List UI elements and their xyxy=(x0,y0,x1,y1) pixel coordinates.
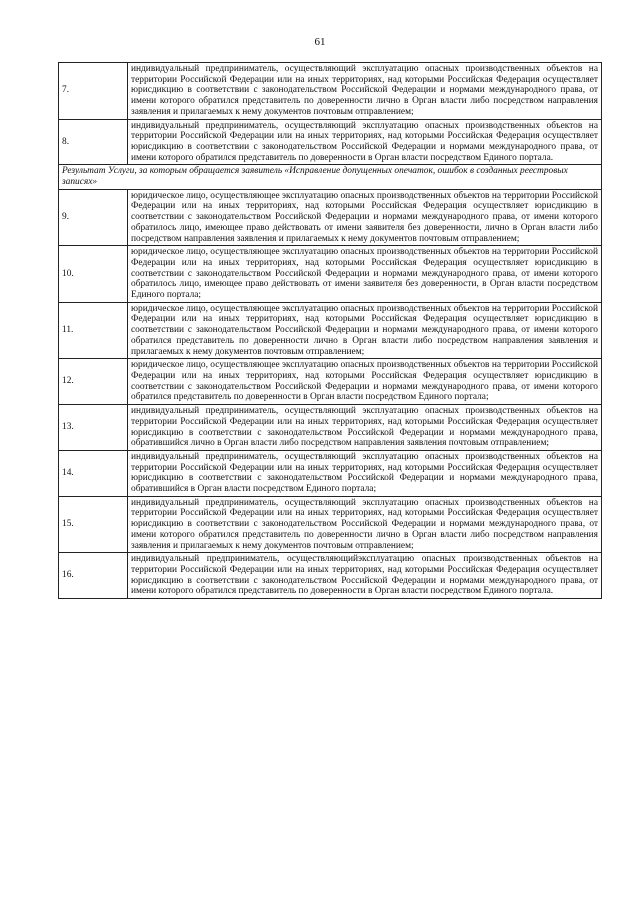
row-number: 8. xyxy=(59,119,128,165)
table-row xyxy=(59,450,602,496)
page-number: 61 xyxy=(314,36,326,48)
table-row xyxy=(59,246,602,303)
table-row xyxy=(59,553,602,599)
row-number: 12. xyxy=(59,359,128,405)
row-number: 10. xyxy=(59,246,128,303)
row-text: индивидуальный предприниматель, осуществляющий эксплуатацию опасных производственных объектов на территории Российской Федерации или на иных территориях, над которыми Российская Федерация осуществляет юрисдикцию в соответствии с законодательством Российской Федерации и нормами международного права, обратившийся в Орган власти посредством Единого портала; xyxy=(128,450,602,496)
row-number: 9. xyxy=(59,189,128,246)
table-row xyxy=(59,405,602,451)
row-number: 15. xyxy=(59,496,128,553)
row-text: индивидуальный предприниматель, осуществляющий эксплуатацию опасных производственных объектов на территории Российской Федерации или на иных территориях, над которыми Российская Федерация осуществляет юрисдикцию в соответствии с законодательством Российской Федерации и нормами международного права, от имени которого обратился представитель по доверенности в Орган власти посредством Единого портала. xyxy=(128,119,602,165)
row-number: 11. xyxy=(59,302,128,359)
table-row xyxy=(59,63,602,120)
table-row xyxy=(59,359,602,405)
table-row xyxy=(59,496,602,553)
row-text: индивидуальный предприниматель, осуществляющийэксплуатацию опасных производственных объектов на территории Российской Федерации или на иных территориях, над которыми Российская Федерация осуществляет юрисдикцию в соответствии с законодательством Российской Федерации и нормами международного права, от имени которого обратился представитель по доверенности в Орган власти посредством Единого портала. xyxy=(128,553,602,599)
table-row xyxy=(59,302,602,359)
row-text: индивидуальный предприниматель, осуществляющий эксплуатацию опасных производственных объектов на территории Российской Федерации или на иных территориях, над которыми Российская Федерация осуществляет юрисдикцию в соответствии с законодательством Российской Федерации и нормами международного права, от имени которого обратился представитель по доверенности лично в Орган власти либо посредством направления заявления и прилагаемых к нему документов почтовым отправлением; xyxy=(128,63,602,120)
section-header: Результат Услуги, за которым обращается заявитель «Исправление допущенных опечаток, ошибок в созданных реестровых записях» xyxy=(59,165,602,189)
row-number: 13. xyxy=(59,405,128,451)
row-text: индивидуальный предприниматель, осуществляющий эксплуатацию опасных производственных объектов на территории Российской Федерации или на иных территориях, над которыми Российская Федерация осуществляет юрисдикцию в соответствии с законодательством Российской Федерации и нормами международного права, обратившийся лично в Орган власти либо посредством направления заявления почтовым отправлением; xyxy=(128,405,602,451)
row-text: юридическое лицо, осуществляющее эксплуатацию опасных производственных объектов на территории Российской Федерации или на иных территориях, над которыми Российская Федерация осуществляет юрисдикцию в соответствии с законодательством Российской Федерации и нормами международного права, от имени которого обратилось лицо, имеющее право действовать от имени заявителя без доверенности, в Орган власти посредством Единого портала; xyxy=(128,246,602,303)
row-text: юридическое лицо, осуществляющее эксплуатацию опасных производственных объектов на территории Российской Федерации или на иных территориях, над которыми Российская Федерация осуществляет юрисдикцию в соответствии с законодательством Российской Федерации и нормами международного права, от имени которого обратился представитель по доверенности лично в Орган власти либо посредством направления заявления и прилагаемых к нему документов почтовым отправлением; xyxy=(128,302,602,359)
row-number: 16. xyxy=(59,553,128,599)
row-text: юридическое лицо, осуществляющее эксплуатацию опасных производственных объектов на территории Российской Федерации или на иных территориях, над которыми Российская Федерация осуществляет юрисдикцию в соответствии с законодательством Российской Федерации и нормами международного права, от имени которого обратился представитель по доверенности в Орган власти посредством Единого портала; xyxy=(128,359,602,405)
section-header-row xyxy=(59,165,602,189)
row-text: индивидуальный предприниматель, осуществляющий эксплуатацию опасных производственных объектов на территории Российской Федерации или на иных территориях, над которыми Российская Федерация осуществляет юрисдикцию в соответствии с законодательством Российской Федерации и нормами международного права, от имени которого обратился представитель по доверенности лично в Орган власти либо посредством направления заявления и прилагаемых к нему документов почтовым отправлением; xyxy=(128,496,602,553)
row-number: 7. xyxy=(59,63,128,120)
row-text: юридическое лицо, осуществляющее эксплуатацию опасных производственных объектов на территории Российской Федерации или на иных территориях, над которыми Российская Федерация осуществляет юрисдикцию в соответствии с законодательством Российской Федерации и нормами международного права, от имени которого обратилось лицо, имеющее право действовать от имени заявителя без доверенности, лично в Орган власти либо посредством направления заявления и прилагаемых к нему документов почтовым отправлением; xyxy=(128,189,602,246)
applicant-variants-table xyxy=(58,62,602,599)
row-number: 14. xyxy=(59,450,128,496)
table-body xyxy=(59,63,602,599)
table-row xyxy=(59,119,602,165)
table-row xyxy=(59,189,602,246)
